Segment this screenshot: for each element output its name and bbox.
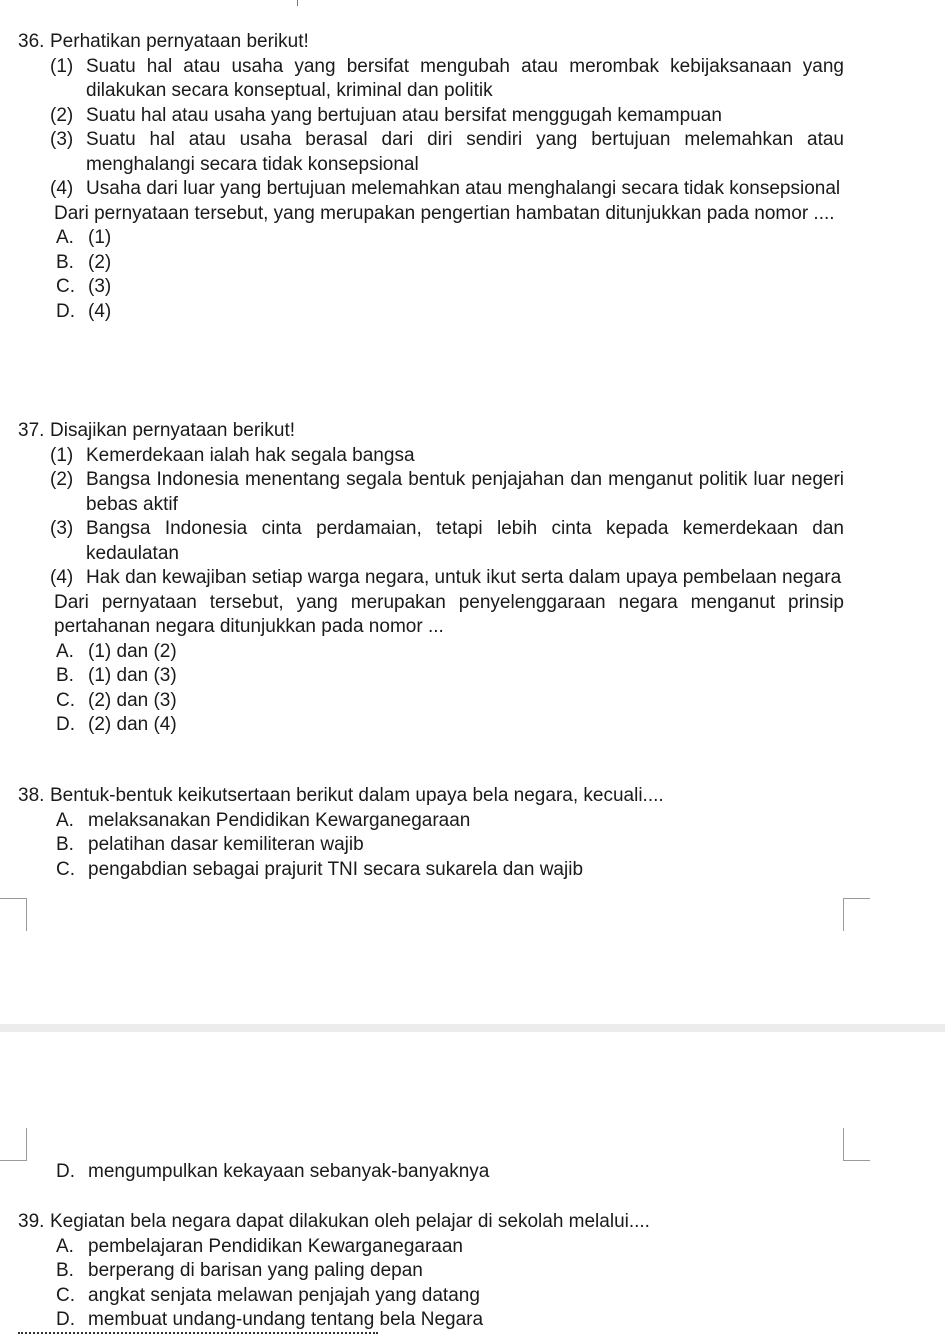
statement-item (50, 566, 844, 591)
option-letter: B. (56, 665, 74, 686)
question-36 (18, 30, 844, 324)
answer-option-d[interactable] (56, 300, 844, 325)
statement-item (50, 55, 844, 104)
statement-text: Suatu hal atau usaha yang bertujuan atau bersifat menggugah kemampuan (86, 104, 722, 126)
statement-text: Suatu hal atau usaha yang bersifat mengubah atau merombak kebijaksanaan yang dilakukan secara konseptual, kriminal dan politik (86, 55, 844, 101)
option-text: (2) (88, 251, 112, 273)
option-letter: A. (56, 1235, 74, 1257)
answer-option-c[interactable] (56, 689, 844, 714)
statement-item (50, 177, 844, 202)
answer-options (56, 226, 844, 324)
answer-option-d[interactable] (56, 713, 844, 738)
option-text: (2) dan (4) (88, 714, 177, 735)
answer-option-b[interactable] (56, 1259, 844, 1284)
answer-option-a[interactable] (56, 809, 844, 834)
statement-text: Usaha dari luar yang bertujuan melemahkan atau menghalangi secara tidak konsepsional (86, 178, 841, 199)
question-number: 37. (18, 420, 45, 441)
question-number: 39. (18, 1211, 45, 1232)
statement-item (50, 517, 844, 566)
page-edge-mark (297, 0, 298, 6)
option-letter: C. (56, 689, 75, 711)
question-38 (18, 784, 844, 882)
statement-number: (3) (50, 518, 74, 539)
statement-number: (3) (50, 129, 74, 150)
option-letter: D. (56, 714, 75, 735)
cut-off-next-line (18, 1328, 378, 1336)
option-letter: D. (56, 1161, 75, 1182)
question-stem: Dari pernyataan tersebut, yang merupakan penyelenggaraan negara menganut prinsip pertahanan negara ditunjukkan pada nomor ... (54, 591, 844, 637)
option-letter: B. (56, 251, 74, 273)
option-letter: D. (56, 1309, 75, 1330)
crop-corner-top-left (0, 898, 27, 931)
question-39 (18, 1210, 844, 1333)
option-text: (1) (88, 227, 112, 248)
statement-text: Bangsa Indonesia cinta perdamaian, tetapi lebih cinta kepada kemerdekaan dan kedaulatan (86, 518, 844, 564)
statement-text: Suatu hal atau usaha berasal dari diri sendiri yang bertujuan melemahkan atau menghalangi secara tidak konsepsional (86, 129, 844, 175)
option-letter: A. (56, 809, 74, 831)
answer-options (56, 1160, 844, 1185)
question-38-continued (18, 1160, 844, 1185)
option-text: (4) (88, 300, 112, 322)
question-prompt: Perhatikan pernyataan berikut! (50, 31, 309, 52)
crop-corner-bottom-right (843, 1128, 870, 1161)
option-text: pengabdian sebagai prajurit TNI secara sukarela dan wajib (88, 858, 584, 880)
question-stem: Dari pernyataan tersebut, yang merupakan pengertian hambatan ditunjukkan pada nomor .... (54, 202, 835, 224)
question-number: 38. (18, 785, 45, 806)
statement-number: (2) (50, 469, 74, 490)
option-text: melaksanakan Pendidikan Kewarganegaraan (88, 809, 471, 831)
answer-option-d[interactable] (56, 1160, 844, 1185)
statement-list (50, 444, 844, 591)
question-37 (18, 419, 844, 738)
answer-option-c[interactable] (56, 275, 844, 300)
page-divider (0, 1024, 945, 1032)
statement-number: (4) (50, 178, 74, 199)
option-letter: C. (56, 1284, 75, 1306)
answer-option-b[interactable] (56, 664, 844, 689)
crop-corner-bottom-left (0, 1128, 27, 1161)
option-text: (1) dan (2) (88, 640, 177, 662)
answer-option-a[interactable] (56, 640, 844, 665)
option-letter: B. (56, 1260, 74, 1281)
statement-item (50, 468, 844, 517)
answer-option-a[interactable] (56, 1235, 844, 1260)
question-number: 36. (18, 31, 45, 52)
option-text: mengumpulkan kekayaan sebanyak-banyaknya (88, 1161, 490, 1182)
question-prompt: Kegiatan bela negara dapat dilakukan oleh pelajar di sekolah melalui.... (50, 1211, 650, 1232)
option-text: (2) dan (3) (88, 689, 177, 711)
answer-options (56, 640, 844, 738)
answer-option-c[interactable] (56, 858, 844, 883)
option-text: (3) (88, 276, 112, 297)
option-text: (1) dan (3) (88, 665, 177, 686)
question-prompt: Disajikan pernyataan berikut! (50, 420, 296, 441)
option-letter: A. (56, 227, 74, 248)
option-text: membuat undang-undang tentang bela Negara (88, 1309, 484, 1330)
option-text: pembelajaran Pendidikan Kewarganegaraan (88, 1235, 463, 1257)
option-letter: C. (56, 276, 75, 297)
statement-number: (4) (50, 567, 74, 588)
statement-number: (2) (50, 104, 74, 126)
statement-number: (1) (50, 444, 74, 466)
answer-option-c[interactable] (56, 1284, 844, 1309)
option-letter: C. (56, 858, 75, 880)
statement-item (50, 444, 844, 469)
statement-item (50, 128, 844, 177)
answer-option-b[interactable] (56, 251, 844, 276)
option-text: pelatihan dasar kemiliteran wajib (88, 834, 364, 855)
question-prompt: Bentuk-bentuk keikutsertaan berikut dalam upaya bela negara, kecuali.... (50, 785, 664, 806)
statement-list (50, 55, 844, 202)
option-letter: B. (56, 834, 74, 855)
statement-text: Hak dan kewajiban setiap warga negara, untuk ikut serta dalam upaya pembelaan negara (86, 567, 842, 588)
option-letter: A. (56, 640, 74, 662)
option-text: angkat senjata melawan penjajah yang datang (88, 1284, 480, 1306)
statement-text: Bangsa Indonesia menentang segala bentuk penjajahan dan menganut politik luar negeri bebas aktif (86, 469, 844, 515)
answer-options (56, 809, 844, 883)
option-text: berperang di barisan yang paling depan (88, 1260, 423, 1281)
answer-options (56, 1235, 844, 1333)
statement-text: Kemerdekaan ialah hak segala bangsa (86, 444, 415, 466)
answer-option-b[interactable] (56, 833, 844, 858)
crop-corner-top-right (843, 898, 870, 931)
answer-option-a[interactable] (56, 226, 844, 251)
option-letter: D. (56, 300, 75, 322)
statement-number: (1) (50, 55, 74, 77)
statement-item (50, 104, 844, 129)
